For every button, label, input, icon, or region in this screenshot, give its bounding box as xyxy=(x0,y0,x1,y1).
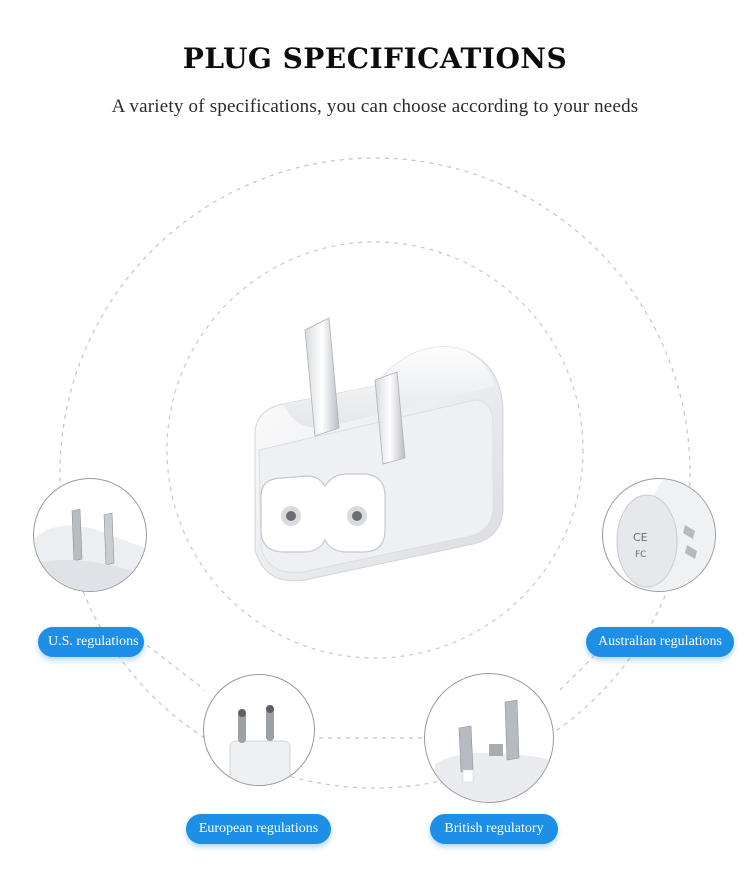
fc-mark-image: FC xyxy=(635,550,647,560)
eu-plug-image xyxy=(204,675,315,786)
uk-regulations-label[interactable]: British regulatory xyxy=(430,814,558,844)
connector-line-left xyxy=(140,640,205,690)
au-plug-image xyxy=(603,479,716,592)
eu-plug-thumbnail[interactable] xyxy=(203,674,315,786)
page-title: PLUG SPECIFICATIONS xyxy=(182,42,568,75)
ce-mark-image: CE xyxy=(633,531,648,544)
eu-regulations-label[interactable]: European regulations xyxy=(186,814,331,844)
au-regulations-label[interactable]: Australian regulations xyxy=(586,627,734,657)
page-subtitle: A variety of specifications, you can choose according to your needs xyxy=(111,96,639,117)
us-regulations-label[interactable]: U.S. regulations xyxy=(38,627,144,657)
au-plug-thumbnail[interactable] xyxy=(602,478,716,592)
uk-plug-thumbnail[interactable] xyxy=(424,673,554,803)
us-plug-image xyxy=(34,479,147,592)
uk-plug-image xyxy=(425,674,554,803)
main-plug-image xyxy=(225,300,525,595)
us-plug-thumbnail[interactable] xyxy=(33,478,147,592)
